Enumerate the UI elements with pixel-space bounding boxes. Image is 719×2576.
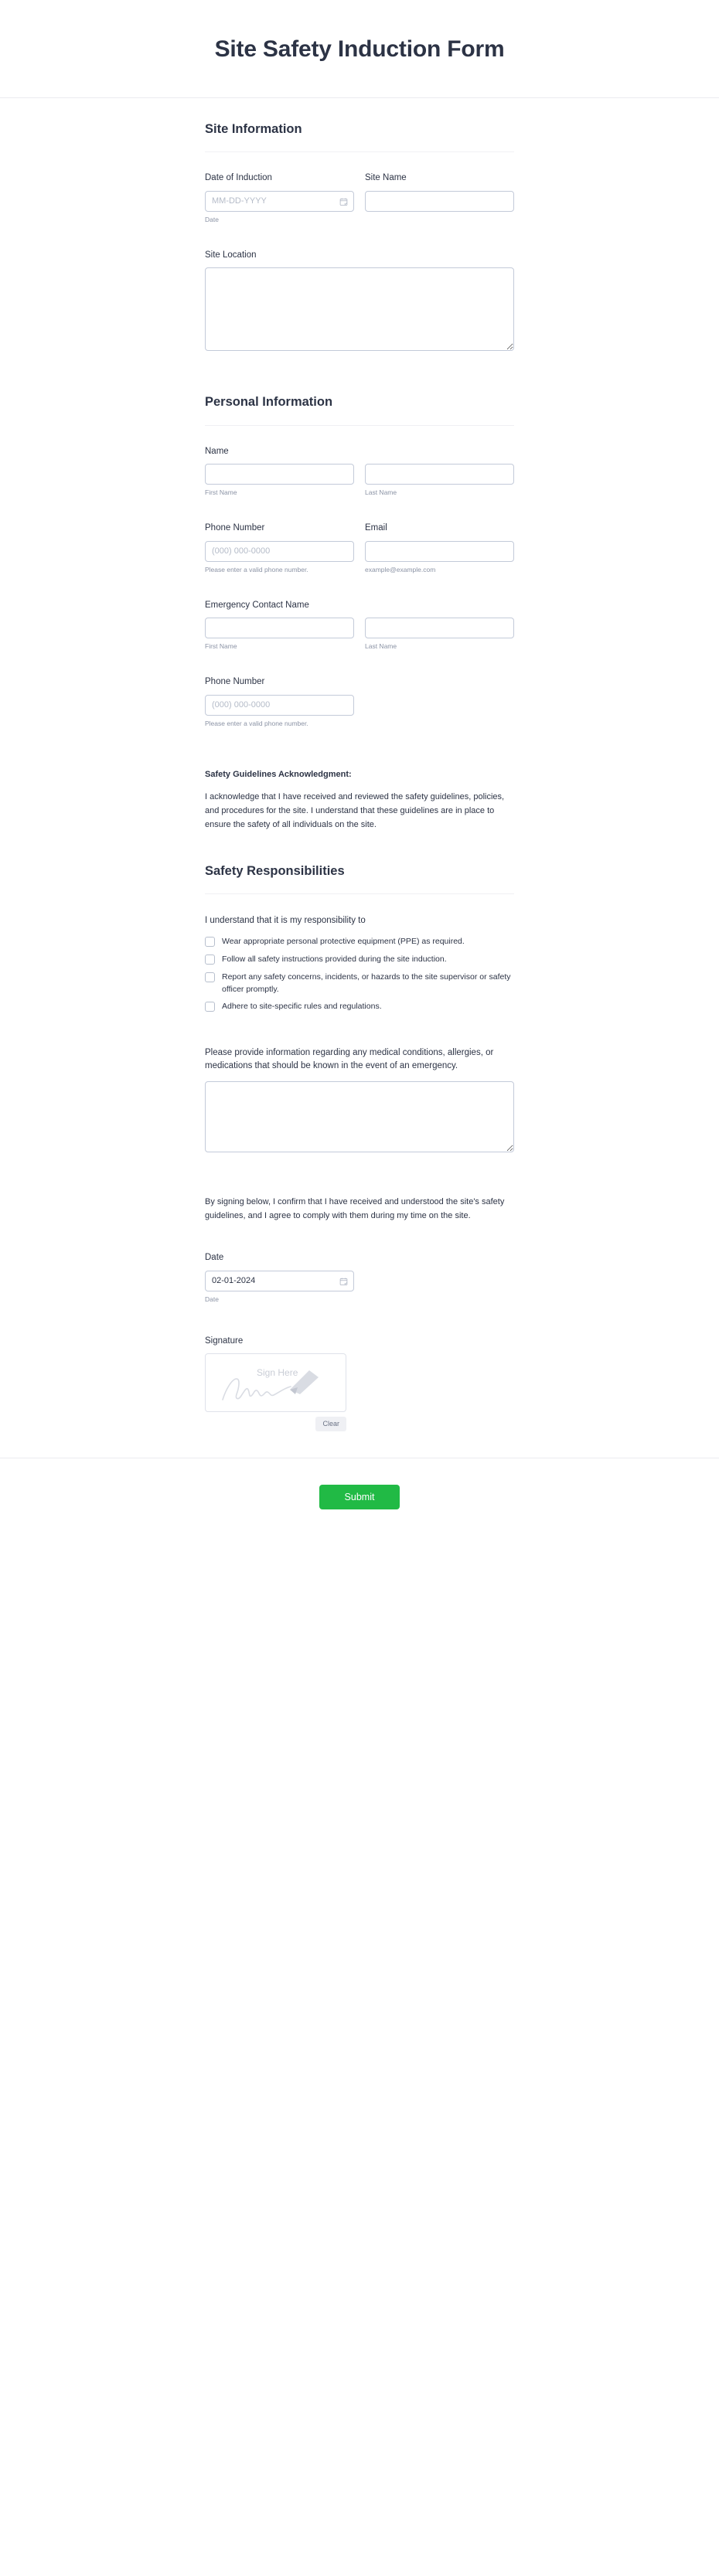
spacer: [205, 1172, 514, 1196]
label-name: Name: [205, 446, 229, 456]
spacer-col: [365, 676, 514, 728]
clear-signature-button[interactable]: Clear: [315, 1417, 346, 1431]
field-signature-date: [205, 1252, 354, 1304]
signature-date-input[interactable]: [205, 1271, 354, 1291]
signature-date-wrapper: [205, 1271, 354, 1291]
form-header: [0, 0, 719, 98]
acknowledgment-paragraph: I acknowledge that I have received and reviewed the safety guidelines, policies, and procedures for the site. I understand that these guidelines are in place to ensure the safety of all individuals on the site.: [205, 792, 505, 830]
section-heading-site-information: Site Information: [205, 122, 302, 136]
field-responsibilities-checkboxes: [205, 914, 514, 1013]
emergency-phone-number-input[interactable]: [205, 695, 354, 716]
signature-pad[interactable]: [205, 1353, 346, 1412]
sublabel-phone-number: Please enter a valid phone number.: [205, 565, 308, 573]
spacer: [205, 230, 514, 250]
checkbox-follow-instructions[interactable]: [205, 955, 215, 965]
field-site-location: [205, 250, 514, 352]
sublabel-emergency-last-name: Last Name: [365, 642, 397, 651]
spacer: [205, 580, 514, 600]
svg-text:Sign Here: Sign Here: [256, 1367, 298, 1379]
label-email: Email: [365, 523, 387, 533]
row-name: [205, 464, 514, 498]
checkbox-item[interactable]: [205, 1001, 514, 1013]
label-emergency-contact-name: Emergency Contact Name: [205, 600, 309, 610]
section-personal-information: [205, 371, 514, 832]
section-safety-responsibilities: [205, 832, 514, 1431]
date-of-induction-wrapper: [205, 191, 354, 212]
signing-statement: By signing below, I confirm that I have received and understood the site's safety guidelines, and I agree to comply with them during my time on the site.: [205, 1196, 505, 1220]
checkbox-label-adhere-rules[interactable]: Adhere to site-specific rules and regulations.: [222, 1002, 382, 1012]
field-emergency-contact-name: [205, 600, 514, 652]
medical-information-textarea[interactable]: [205, 1081, 514, 1152]
spacer: [205, 733, 514, 759]
spacer: [205, 1223, 514, 1252]
field-site-name: [365, 172, 514, 224]
date-of-induction-input[interactable]: [205, 191, 354, 212]
checkbox-item[interactable]: [205, 954, 514, 966]
row-date-sitename: [205, 172, 514, 224]
sign-here-icon: [210, 1356, 342, 1410]
field-emergency-first-name: [205, 618, 354, 652]
label-site-location: Site Location: [205, 250, 257, 260]
page-title: Site Safety Induction Form: [214, 36, 505, 62]
label-emergency-phone-number: Phone Number: [205, 677, 265, 687]
field-first-name: [205, 464, 354, 498]
label-responsibilities: I understand that it is my responsibility to: [205, 916, 366, 926]
row-phone-email: [205, 522, 514, 574]
safety-guidelines-acknowledgment: [205, 768, 514, 832]
sublabel-emergency-first-name: First Name: [205, 642, 237, 651]
signature-placeholder: [206, 1354, 346, 1411]
checkbox-label-ppe[interactable]: Wear appropriate personal protective equipment (PPE) as required.: [222, 937, 465, 947]
field-phone-number: [205, 522, 354, 574]
checkbox-item[interactable]: [205, 936, 514, 948]
checkbox-label-follow-instructions[interactable]: Follow all safety instructions provided during the site induction.: [222, 955, 447, 965]
phone-number-input[interactable]: [205, 541, 354, 562]
field-name: [205, 446, 514, 498]
sublabel-email: example@example.com: [365, 565, 436, 573]
site-location-textarea[interactable]: [205, 267, 514, 351]
checkbox-ppe[interactable]: [205, 937, 215, 947]
section-divider: [205, 425, 514, 426]
field-emergency-last-name: [365, 618, 514, 652]
site-name-input[interactable]: [365, 191, 514, 212]
section-heading-safety-responsibilities: Safety Responsibilities: [205, 863, 345, 878]
section-divider: [205, 151, 514, 152]
label-date-of-induction: Date of Induction: [205, 173, 272, 183]
label-signature: Signature: [205, 1336, 244, 1346]
spacer-col: [365, 1252, 514, 1304]
last-name-input[interactable]: [365, 464, 514, 485]
email-input[interactable]: [365, 541, 514, 562]
spacer: [205, 656, 514, 676]
acknowledgment-heading: Safety Guidelines Acknowledgment:: [205, 770, 352, 780]
label-medical-information: Please provide information regarding any medical conditions, allergies, or medications that should be known in the event of an emergency.: [205, 1048, 494, 1071]
field-emergency-phone-number: [205, 676, 354, 728]
field-medical-information: [205, 1046, 514, 1152]
section-site-information: [205, 98, 514, 351]
sublabel-first-name: First Name: [205, 488, 237, 497]
emergency-last-name-input[interactable]: [365, 618, 514, 638]
field-email: [365, 522, 514, 574]
form-body: [0, 98, 719, 1431]
content-column: [205, 98, 514, 1431]
sublabel-emergency-phone-number: Please enter a valid phone number.: [205, 719, 308, 727]
spacer: [205, 1309, 514, 1336]
row-emergency-phone: [205, 676, 514, 728]
field-signature: [205, 1336, 514, 1431]
label-phone-number: Phone Number: [205, 523, 265, 533]
field-last-name: [365, 464, 514, 498]
label-site-name: Site Name: [365, 173, 407, 183]
label-signature-date: Date: [205, 1253, 224, 1263]
checkbox-item[interactable]: [205, 972, 514, 996]
signature-clear-row: [205, 1417, 346, 1431]
first-name-input[interactable]: [205, 464, 354, 485]
submit-button[interactable]: Submit: [319, 1485, 400, 1509]
spacer: [205, 502, 514, 522]
sublabel-date-of-induction: Date: [205, 215, 219, 223]
section-divider: [205, 893, 514, 894]
sublabel-signature-date: Date: [205, 1295, 219, 1303]
field-date-of-induction: [205, 172, 354, 224]
emergency-first-name-input[interactable]: [205, 618, 354, 638]
row-signature-date: [205, 1252, 514, 1304]
responsibilities-list: [205, 936, 514, 1013]
checkbox-label-report-concerns[interactable]: Report any safety concerns, incidents, or hazards to the site supervisor or safety officer promptly.: [222, 972, 511, 994]
checkbox-report-concerns[interactable]: [205, 972, 215, 982]
sublabel-last-name: Last Name: [365, 488, 397, 497]
section-heading-personal-information: Personal Information: [205, 395, 333, 410]
checkbox-adhere-rules[interactable]: [205, 1002, 215, 1012]
form-footer: [0, 1458, 719, 1550]
spacer: [205, 1019, 514, 1046]
row-emergency-contact-name: [205, 618, 514, 652]
